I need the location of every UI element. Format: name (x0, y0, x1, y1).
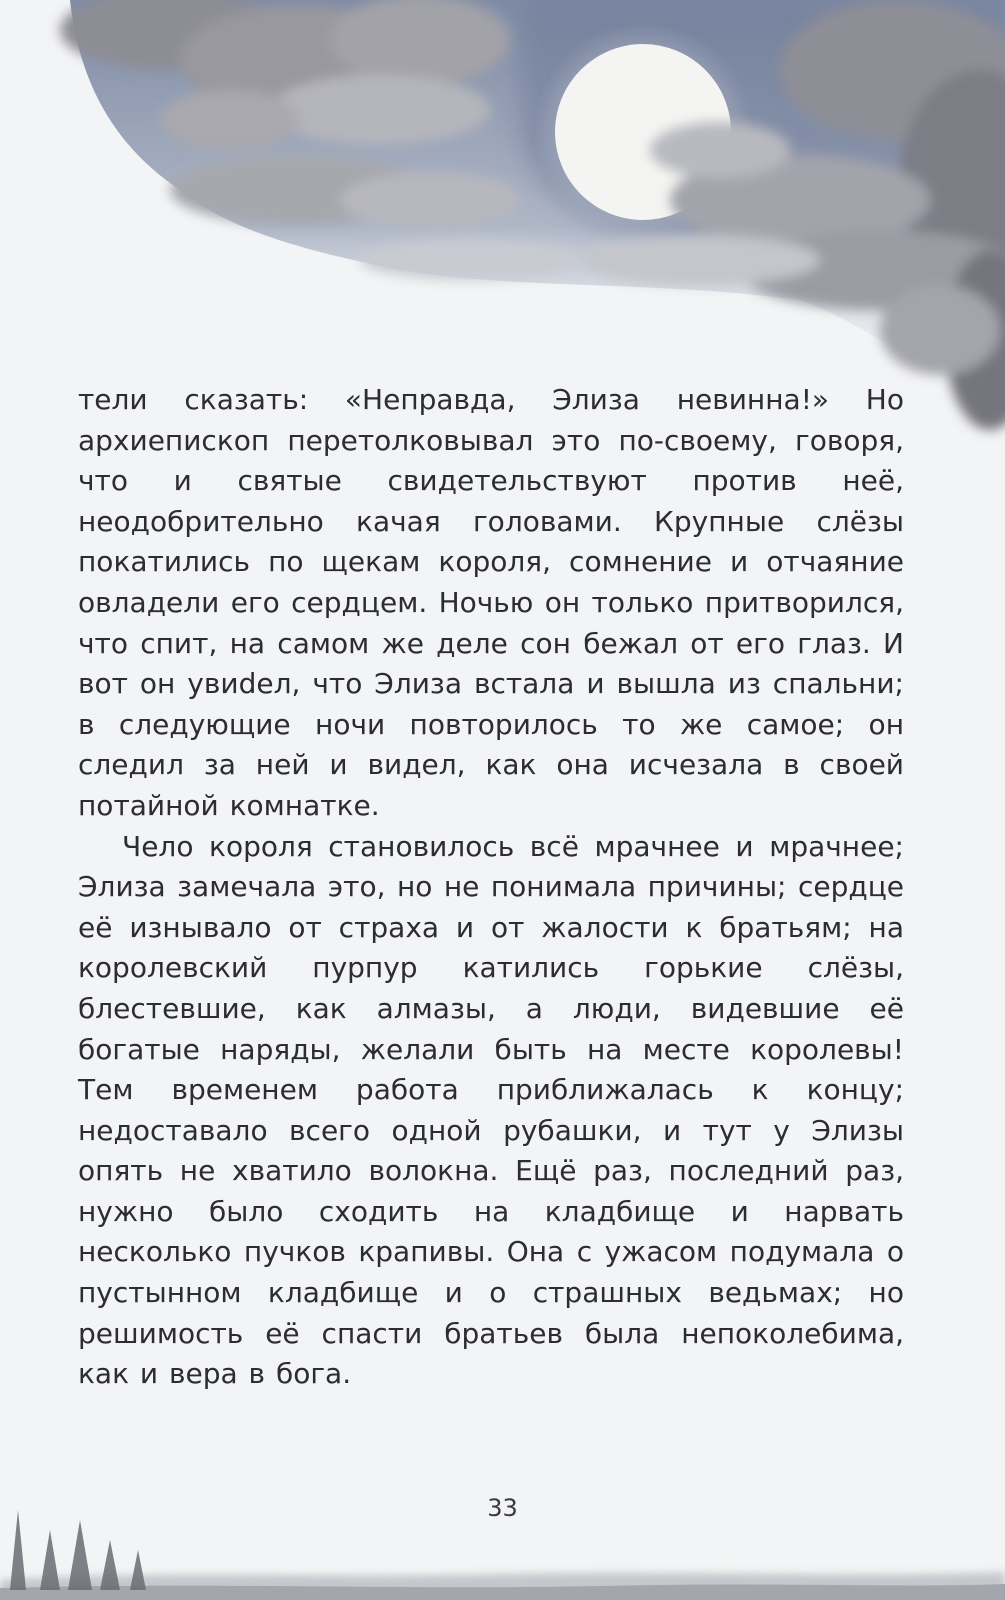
story-text (78, 380, 904, 1395)
paragraph-1: тели сказать: «Неправда, Элиза невинна!» Но архиепископ перетолковывал это по-своему, говоря, что и святые свидетельствуют против неё, неодобрительно качая головами. Крупные слёзы покатились по щекам короля, сомнение и отчаяние овладели его сердцем. Ночью он только притворился, что спит, на самом же деле сон бежал от его глаз. И вот он увиdел, что Элиза встала и вышла из спальни; в следующие ночи повторилось то же самое; он следил за ней и видел, как она исчезала в своей потайной комнатке. (78, 383, 904, 822)
landscape-illustration (0, 1470, 1005, 1600)
paragraph-2: Чело короля становилось всё мрачнее и мрачнее; Элиза замечала это, но не понимала причины; сердце её изнывало от страха и от жалости к братьям; на королевский пурпур катились горькие слёзы, блестевшие, как алмазы, а люди, видевшие её богатые наряды, желали быть на месте королевы! Тем временем работа приближалась к концу; недоставало всего одной рубашки, и тут у Элизы опять не хватило волокна. Ещё раз, последний раз, нужно было сходить на кладбище и нарвать несколько пучков крапивы. Она с ужасом подумала о пустынном кладбище и о страшных ведьмах; но решимость её спасти братьев была непоколебима, как и вера в бога. (78, 829, 904, 1391)
page-number: 33 (487, 1494, 518, 1522)
